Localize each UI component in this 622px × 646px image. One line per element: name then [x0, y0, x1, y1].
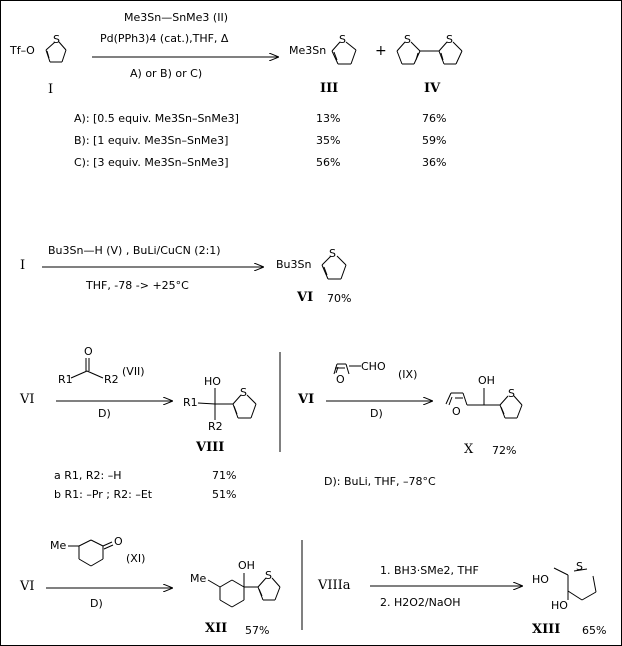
atom-S-IV-b: S [446, 33, 453, 46]
trimethylstannyl-group: Me3Sn [289, 44, 327, 57]
atom-S-VI: S [329, 247, 336, 260]
atom-O-X: O [452, 405, 461, 418]
ketone-XI [68, 540, 113, 566]
condition-options: A) or B) or C) [130, 67, 203, 80]
atom-Me-XI: Me [50, 539, 67, 552]
label-VIII: VIII [196, 440, 225, 455]
aldehyde-CHO: CHO [361, 360, 386, 373]
plus-sign: + [375, 43, 387, 59]
reagent-XI-label: (XI) [126, 552, 146, 565]
step-1-hydroboration: 1. BH3·SMe2, THF [380, 564, 479, 577]
atom-O-IX: O [336, 373, 345, 386]
label-X: X [464, 442, 474, 457]
atom-O-VII: O [84, 345, 93, 358]
atom-R2-VIII: R2 [208, 420, 223, 433]
compound-VIII [198, 388, 256, 420]
ketone-VII [71, 358, 103, 378]
atom-S-I: S [53, 33, 60, 46]
scheme6-start-VIIIa: VIIIa [318, 578, 351, 593]
triflate-group: Tf–O [10, 44, 35, 57]
row-A-yield-IV: 76% [422, 112, 447, 125]
scheme4-condition: D) [370, 407, 383, 420]
scheme5-condition: D) [90, 597, 103, 610]
scheme3-condition: D) [98, 407, 111, 420]
label-XII: XII [205, 621, 228, 636]
atom-O-XI: O [114, 535, 123, 548]
scheme2-start-I: I [20, 258, 26, 273]
scheme2-reagents: Bu3Sn—H (V) , BuLi/CuCN (2:1) [48, 244, 221, 257]
label-IV: IV [424, 81, 441, 96]
yield-VI: 70% [327, 292, 352, 305]
tributylstannyl-group: Bu3Sn [276, 258, 312, 271]
atom-OH-XII: OH [238, 559, 255, 572]
atom-R2-VII: R2 [104, 373, 119, 386]
row-C-yield-III: 56% [316, 156, 341, 169]
scheme2-conditions: THF, -78 -> +25°C [86, 279, 189, 292]
row-C-yield-IV: 36% [422, 156, 447, 169]
row-B-condition: B): [1 equiv. Me3Sn–SnMe3] [74, 134, 229, 147]
atom-S-IV-a: S [404, 33, 411, 46]
condition-D-footnote: D): BuLi, THF, –78°C [324, 475, 436, 488]
row-B-yield-IV: 59% [422, 134, 447, 147]
atom-OH-X: OH [478, 374, 495, 387]
atom-Me-XII: Me [190, 572, 207, 585]
row-C-condition: C): [3 equiv. Me3Sn–SnMe3] [74, 156, 229, 169]
atom-S-III: S [339, 33, 346, 46]
atom-S-XIII: S [576, 560, 583, 573]
atom-HO-XIII-2: HO [551, 599, 568, 612]
reagent-IX-label: (IX) [398, 368, 418, 381]
catalyst-conditions: Pd(PPh3)4 (cat.),THF, Δ [100, 32, 229, 45]
row-b-yield: 51% [212, 488, 237, 501]
yield-XIII: 65% [582, 624, 607, 637]
row-B-yield-III: 35% [316, 134, 341, 147]
reagent-II: Me3Sn—SnMe3 (II) [124, 11, 228, 24]
label-I: I [48, 82, 54, 97]
compound-XIII [554, 568, 596, 600]
label-XIII: XIII [532, 622, 561, 637]
atom-R1-VII: R1 [58, 373, 73, 386]
row-a-substituents: a R1, R2: –H [54, 469, 122, 482]
label-III: III [320, 81, 339, 96]
scheme3-start-VI: VI [20, 392, 35, 407]
row-A-yield-III: 13% [316, 112, 341, 125]
row-A-condition: A): [0.5 equiv. Me3Sn–SnMe3] [74, 112, 239, 125]
scheme4-start-VI: VI [298, 392, 315, 407]
yield-XII: 57% [245, 624, 270, 637]
scheme5-start-VI: VI [20, 579, 35, 594]
atom-HO-VIII: HO [204, 375, 221, 388]
row-a-yield: 71% [212, 469, 237, 482]
atom-S-VIII: S [240, 386, 247, 399]
reagent-VII-label: (VII) [122, 365, 145, 378]
step-2-oxidation: 2. H2O2/NaOH [380, 596, 461, 609]
label-VI: VI [297, 290, 314, 305]
atom-S-X: S [508, 387, 515, 400]
yield-X: 72% [492, 444, 517, 457]
atom-S-XII: S [265, 569, 272, 582]
row-b-substituents: b R1: –Pr ; R2: –Et [54, 488, 153, 501]
atom-HO-XIII: HO [532, 573, 549, 586]
atom-R1-VIII: R1 [183, 396, 198, 409]
